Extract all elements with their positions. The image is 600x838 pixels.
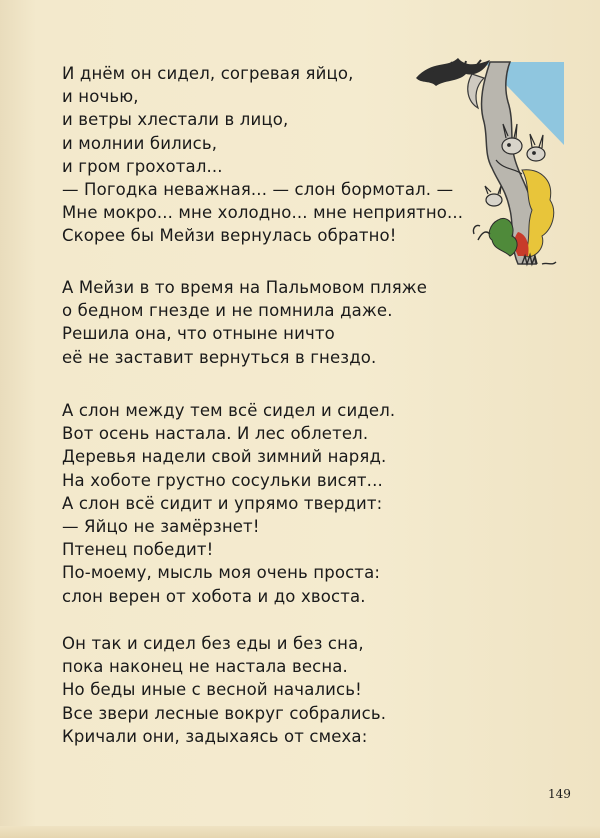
poem-line: Мне мокро... мне холодно... мне неприятно... <box>62 203 464 223</box>
small-creature <box>485 186 502 206</box>
poem-line: пока наконец не настала весна. <box>62 657 348 677</box>
poem-line: — Погодка неважная... — слон бормотал. — <box>62 180 454 200</box>
poem-line: А слон между тем всё сидел и сидел. <box>62 401 396 420</box>
poem-line: Скорее бы Мейзи вернулась обратно! <box>62 226 397 246</box>
page-number: 149 <box>548 787 571 801</box>
poem-line: Птенец победит! <box>62 540 214 560</box>
poem-line: На хоботе грустно сосульки висят... <box>62 470 383 490</box>
poem-line: и ночью, <box>62 87 139 107</box>
poem-line: Решила она, что отныне ничто <box>62 324 335 344</box>
stanza-3 <box>62 399 395 608</box>
poem-line: — Яйцо не замёрзнет! <box>62 517 260 537</box>
poem-line: и молнии бились, <box>62 133 218 153</box>
poem-line: её не заставит вернуться в гнездо. <box>62 347 377 367</box>
stanza-2 <box>62 276 427 369</box>
poem-line: По-моему, мысль моя очень проста: <box>62 563 381 583</box>
page-bottom-edge <box>0 826 600 838</box>
poem-line: слон верен от хобота и до хвоста. <box>62 586 366 606</box>
poem-line: Все звери лесные вокруг собрались. <box>62 703 387 723</box>
tree-animals-illustration <box>414 50 564 280</box>
poem-line: Он так и сидел без еды и без сна, <box>62 634 364 653</box>
poem-line: Вот осень настала. И лес облетел. <box>62 424 369 444</box>
stanza-1 <box>62 62 463 248</box>
stanza-4 <box>62 632 386 748</box>
poem-line: А Мейзи в то время на Пальмовом пляже <box>62 278 428 297</box>
poem-line: о бедном гнезде и не помнила даже. <box>62 301 393 321</box>
poem-line: И днём он сидел, согревая яйцо, <box>62 64 354 83</box>
poem-line: и гром грохотал... <box>62 156 223 176</box>
poem-line: Деревья надели свой зимний наряд. <box>62 447 387 467</box>
poem-line: Но беды иные с весной начались! <box>62 680 362 700</box>
poem-line: А слон всё сидит и упрямо твердит: <box>62 493 383 513</box>
poem-line: Кричали они, задыхаясь от смеха: <box>62 726 368 746</box>
poem-line: и ветры хлестали в лицо, <box>62 110 289 130</box>
